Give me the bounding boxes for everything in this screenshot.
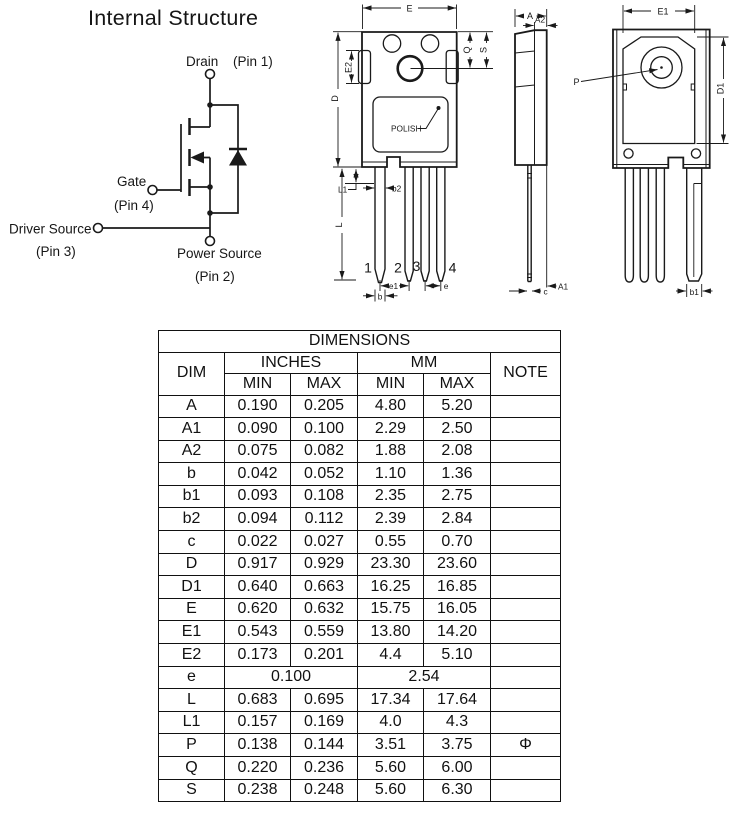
cell-inches-min: 0.640 <box>225 576 291 599</box>
cell-note <box>491 689 561 712</box>
power-source-label: Power Source <box>177 246 262 261</box>
drain-label: Drain <box>186 54 219 69</box>
gate-terminal-icon <box>148 186 157 195</box>
table-row <box>159 395 561 418</box>
dim-e-label: e <box>443 281 449 291</box>
cell-inches-max: 0.169 <box>291 711 358 734</box>
dim-D-label: D <box>330 95 340 102</box>
cell-mm-min: 4.4 <box>358 644 424 667</box>
cell-mm-max: 0.70 <box>424 531 491 554</box>
cell-inches-max: 0.144 <box>291 734 358 757</box>
cell-mm-max: 16.05 <box>424 598 491 621</box>
table-row <box>159 644 561 667</box>
cell-mm-span: 2.54 <box>358 666 491 689</box>
cell-inches-max: 0.632 <box>291 598 358 621</box>
cell-inches-max: 0.205 <box>291 395 358 418</box>
cell-dim: E1 <box>159 621 225 644</box>
group-header-mm: MM <box>358 352 491 374</box>
driver-source-label: Driver Source <box>9 221 92 237</box>
dim-P-label: P <box>573 77 580 87</box>
cell-mm-min: 23.30 <box>358 553 424 576</box>
package-front-view <box>330 4 493 302</box>
col-header-mm-max: MAX <box>424 374 491 396</box>
dim-D1-label: D1 <box>715 82 726 95</box>
front-pin-4 <box>437 167 445 281</box>
cell-note <box>491 644 561 667</box>
cell-inches-min: 0.220 <box>225 757 291 780</box>
cell-dim: D <box>159 553 225 576</box>
cell-note <box>491 485 561 508</box>
front-pin-3 <box>421 167 429 281</box>
dim-b2-label: b2 <box>392 183 402 194</box>
dim-e1-label: e1 <box>388 281 399 291</box>
group-header-inches: INCHES <box>225 352 358 374</box>
cell-note <box>491 531 561 554</box>
cell-dim: b <box>159 463 225 486</box>
cell-dim: P <box>159 734 225 757</box>
cell-note: Φ <box>491 734 561 757</box>
table-row <box>159 598 561 621</box>
cell-inches-min: 0.042 <box>225 463 291 486</box>
table-row <box>159 621 561 644</box>
table-row <box>159 531 561 554</box>
col-header-inches-max: MAX <box>291 374 358 396</box>
col-header-note: NOTE <box>491 352 561 395</box>
cell-dim: e <box>159 666 225 689</box>
cell-mm-min: 5.60 <box>358 779 424 802</box>
dim-c-label: c <box>543 286 548 297</box>
cell-note <box>491 711 561 734</box>
table-row <box>159 666 561 689</box>
cell-mm-max: 2.08 <box>424 440 491 463</box>
cell-mm-max: 4.3 <box>424 711 491 734</box>
cell-note <box>491 418 561 441</box>
table-row <box>159 757 561 780</box>
back-pin-b <box>640 168 648 282</box>
cell-inches-max: 0.108 <box>291 485 358 508</box>
cell-mm-max: 6.00 <box>424 757 491 780</box>
cell-mm-min: 0.55 <box>358 531 424 554</box>
cell-dim: L1 <box>159 711 225 734</box>
driver-source-terminal-icon <box>94 224 103 233</box>
back-pin-a <box>625 168 633 282</box>
cell-inches-max: 0.663 <box>291 576 358 599</box>
mosfet-body-arrow <box>191 152 205 164</box>
cell-dim: Q <box>159 757 225 780</box>
cell-mm-max: 23.60 <box>424 553 491 576</box>
cell-mm-min: 13.80 <box>358 621 424 644</box>
cell-note <box>491 576 561 599</box>
cell-note <box>491 621 561 644</box>
power-source-pin-label: (Pin 2) <box>195 269 235 284</box>
cell-mm-max: 2.50 <box>424 418 491 441</box>
cell-inches-min: 0.917 <box>225 553 291 576</box>
cell-inches-min: 0.075 <box>225 440 291 463</box>
cell-mm-max: 14.20 <box>424 621 491 644</box>
cell-mm-min: 2.29 <box>358 418 424 441</box>
cell-inches-min: 0.094 <box>225 508 291 531</box>
cell-inches-min: 0.190 <box>225 395 291 418</box>
cell-mm-min: 17.34 <box>358 689 424 712</box>
pin-number-2: 2 <box>394 259 402 276</box>
cell-note <box>491 440 561 463</box>
drain-pin-label: (Pin 1) <box>233 54 273 69</box>
cell-note <box>491 553 561 576</box>
cell-mm-max: 2.84 <box>424 508 491 531</box>
dim-E-label: E <box>406 3 413 14</box>
cell-mm-min: 3.51 <box>358 734 424 757</box>
front-hole-left-icon <box>383 35 400 52</box>
cell-mm-max: 6.30 <box>424 779 491 802</box>
cell-mm-min: 4.80 <box>358 395 424 418</box>
cell-dim: E2 <box>159 644 225 667</box>
cell-inches-span: 0.100 <box>225 666 358 689</box>
dim-b1-label: b1 <box>689 287 699 297</box>
dim-E2-label: E2 <box>343 61 354 74</box>
cell-dim: A2 <box>159 440 225 463</box>
package-drawings <box>0 0 734 330</box>
cell-note <box>491 779 561 802</box>
front-left-tab <box>359 51 371 84</box>
cell-inches-max: 0.100 <box>291 418 358 441</box>
cell-inches-max: 0.695 <box>291 689 358 712</box>
dimensions-table <box>158 330 561 802</box>
pin-number-1: 1 <box>364 259 372 276</box>
dim-b-label: b <box>377 291 383 302</box>
dim-L-label: L <box>334 222 344 228</box>
dim-L1-label: L1 <box>338 184 348 195</box>
cell-note <box>491 508 561 531</box>
cell-mm-min: 16.25 <box>358 576 424 599</box>
cell-mm-max: 5.20 <box>424 395 491 418</box>
driver-source-pin-label: (Pin 3) <box>36 244 76 259</box>
cell-inches-min: 0.157 <box>225 711 291 734</box>
dim-E1-label: E1 <box>657 6 669 17</box>
table-title: DIMENSIONS <box>159 331 561 353</box>
table-row <box>159 779 561 802</box>
page-title: Internal Structure <box>88 6 259 30</box>
cell-mm-min: 2.39 <box>358 508 424 531</box>
cell-inches-max: 0.052 <box>291 463 358 486</box>
cell-note <box>491 666 561 689</box>
cell-note <box>491 598 561 621</box>
cell-mm-max: 5.10 <box>424 644 491 667</box>
cell-dim: E <box>159 598 225 621</box>
cell-inches-max: 0.929 <box>291 553 358 576</box>
package-back-view <box>574 5 729 297</box>
cell-inches-max: 0.248 <box>291 779 358 802</box>
back-hole-right-icon <box>691 149 700 158</box>
table-row <box>159 734 561 757</box>
cell-dim: c <box>159 531 225 554</box>
cell-mm-min: 2.35 <box>358 485 424 508</box>
cell-note <box>491 395 561 418</box>
table-row <box>159 463 561 486</box>
back-pin-c <box>656 168 664 282</box>
table-row <box>159 689 561 712</box>
cell-inches-max: 0.027 <box>291 531 358 554</box>
power-source-terminal-icon <box>206 237 215 246</box>
cell-mm-max: 1.36 <box>424 463 491 486</box>
cell-inches-max: 0.201 <box>291 644 358 667</box>
cell-inches-min: 0.683 <box>225 689 291 712</box>
cell-inches-min: 0.620 <box>225 598 291 621</box>
dim-S-label: S <box>478 46 489 54</box>
cell-mm-min: 1.88 <box>358 440 424 463</box>
dim-A1-label: A1 <box>558 281 569 292</box>
col-header-mm-min: MIN <box>358 374 424 396</box>
cell-mm-max: 17.64 <box>424 689 491 712</box>
cell-inches-min: 0.173 <box>225 644 291 667</box>
table-row <box>159 418 561 441</box>
pin-number-3: 3 <box>412 258 421 274</box>
cell-mm-max: 16.85 <box>424 576 491 599</box>
cell-dim: A <box>159 395 225 418</box>
front-hole-right-icon <box>421 35 438 52</box>
diode-icon <box>229 150 247 166</box>
cell-note <box>491 463 561 486</box>
cell-note <box>491 757 561 780</box>
table-row <box>159 508 561 531</box>
dim-Q-label: Q <box>462 46 472 54</box>
cell-inches-max: 0.236 <box>291 757 358 780</box>
gate-label: Gate <box>117 174 147 189</box>
pin-number-4: 4 <box>448 259 457 276</box>
table-row <box>159 576 561 599</box>
cell-mm-min: 1.10 <box>358 463 424 486</box>
cell-inches-min: 0.543 <box>225 621 291 644</box>
polish-label: POLISH <box>391 123 422 134</box>
table-row <box>159 553 561 576</box>
cell-inches-max: 0.112 <box>291 508 358 531</box>
cell-inches-min: 0.238 <box>225 779 291 802</box>
cell-inches-min: 0.022 <box>225 531 291 554</box>
cell-dim: D1 <box>159 576 225 599</box>
drain-terminal-icon <box>206 70 215 79</box>
cell-inches-min: 0.093 <box>225 485 291 508</box>
cell-inches-min: 0.090 <box>225 418 291 441</box>
front-pin-1 <box>375 167 385 283</box>
cell-dim: S <box>159 779 225 802</box>
cell-dim: b1 <box>159 485 225 508</box>
table-row <box>159 711 561 734</box>
table-row <box>159 485 561 508</box>
col-header-inches-min: MIN <box>225 374 291 396</box>
back-metal-tab <box>623 37 695 144</box>
cell-mm-max: 3.75 <box>424 734 491 757</box>
cell-inches-min: 0.138 <box>225 734 291 757</box>
package-side-view <box>509 9 569 297</box>
dim-A-label: A <box>526 11 534 21</box>
back-hole-left-icon <box>624 149 633 158</box>
mosfet-schematic-diagram <box>9 54 273 284</box>
cell-inches-max: 0.082 <box>291 440 358 463</box>
cell-mm-min: 5.60 <box>358 757 424 780</box>
side-pin <box>528 165 531 282</box>
cell-mm-min: 15.75 <box>358 598 424 621</box>
cell-mm-min: 4.0 <box>358 711 424 734</box>
cell-dim: b2 <box>159 508 225 531</box>
col-header-dim: DIM <box>159 352 225 395</box>
table-row <box>159 440 561 463</box>
cell-dim: L <box>159 689 225 712</box>
cell-inches-max: 0.559 <box>291 621 358 644</box>
cell-dim: A1 <box>159 418 225 441</box>
dim-A2-label: A2 <box>534 14 546 25</box>
gate-pin-label: (Pin 4) <box>114 198 154 213</box>
cell-mm-max: 2.75 <box>424 485 491 508</box>
